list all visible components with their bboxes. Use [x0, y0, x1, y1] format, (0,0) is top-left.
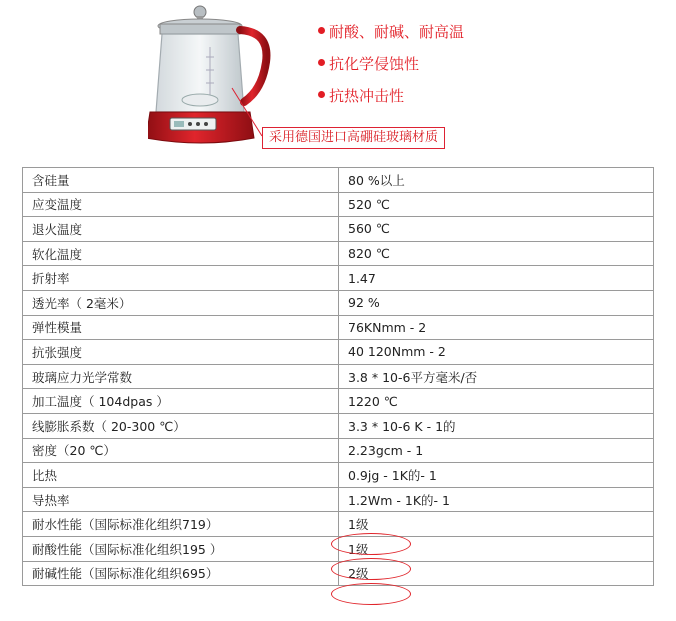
spec-label: 比热	[23, 463, 339, 488]
spec-label: 密度（20 ℃）	[23, 438, 339, 463]
spec-value: 560 ℃	[339, 217, 654, 242]
spec-value: 3.3 * 10-6 K - 1的	[339, 413, 654, 438]
spec-value: 2.23gcm - 1	[339, 438, 654, 463]
spec-value: 76KNmm - 2	[339, 315, 654, 340]
table-row	[23, 168, 654, 193]
spec-label: 线膨胀系数（ 20-300 ℃）	[23, 413, 339, 438]
feature-item: 耐酸、耐碱、耐高温	[318, 16, 464, 48]
table-row	[23, 389, 654, 414]
bullet-icon	[318, 91, 325, 98]
spec-label: 含硅量	[23, 168, 339, 193]
highlight-circle	[331, 583, 411, 605]
spec-label: 应变温度	[23, 192, 339, 217]
spec-value: 520 ℃	[339, 192, 654, 217]
spec-value: 2级	[339, 561, 654, 586]
table-row	[23, 413, 654, 438]
feature-item: 抗热冲击性	[318, 80, 464, 112]
spec-value: 820 ℃	[339, 241, 654, 266]
table-row	[23, 536, 654, 561]
table-row	[23, 266, 654, 291]
feature-list	[318, 16, 464, 112]
spec-value: 92 %	[339, 290, 654, 315]
product-hero	[0, 0, 676, 160]
table-row	[23, 340, 654, 365]
table-row	[23, 463, 654, 488]
spec-label: 导热率	[23, 487, 339, 512]
spec-label: 弹性模量	[23, 315, 339, 340]
table-row	[23, 290, 654, 315]
table-row	[23, 512, 654, 537]
spec-value: 1级	[339, 512, 654, 537]
spec-value: 3.8 * 10-6平方毫米/否	[339, 364, 654, 389]
spec-label: 透光率（ 2毫米）	[23, 290, 339, 315]
spec-value: 40 120Nmm - 2	[339, 340, 654, 365]
spec-label: 抗张强度	[23, 340, 339, 365]
table-row	[23, 561, 654, 586]
table-row	[23, 438, 654, 463]
spec-value: 1.2Wm - 1K的- 1	[339, 487, 654, 512]
spec-table	[22, 167, 654, 586]
table-row	[23, 315, 654, 340]
spec-label: 软化温度	[23, 241, 339, 266]
spec-label: 加工温度（ 104dpas ）	[23, 389, 339, 414]
bullet-icon	[318, 27, 325, 34]
table-row	[23, 487, 654, 512]
spec-value: 1级	[339, 536, 654, 561]
material-callout: 采用德国进口高硼硅玻璃材质	[262, 127, 445, 149]
spec-value: 1.47	[339, 266, 654, 291]
table-row	[23, 241, 654, 266]
spec-value: 0.9jg - 1K的- 1	[339, 463, 654, 488]
spec-value: 80 %以上	[339, 168, 654, 193]
bullet-icon	[318, 59, 325, 66]
spec-label: 玻璃应力光学常数	[23, 364, 339, 389]
spec-label: 耐酸性能（国际标准化组织195 ）	[23, 536, 339, 561]
spec-label: 折射率	[23, 266, 339, 291]
table-row	[23, 364, 654, 389]
spec-label: 退火温度	[23, 217, 339, 242]
spec-label: 耐碱性能（国际标准化组织695）	[23, 561, 339, 586]
spec-label: 耐水性能（国际标准化组织719）	[23, 512, 339, 537]
feature-item: 抗化学侵蚀性	[318, 48, 464, 80]
table-row	[23, 192, 654, 217]
spec-value: 1220 ℃	[339, 389, 654, 414]
table-row	[23, 217, 654, 242]
